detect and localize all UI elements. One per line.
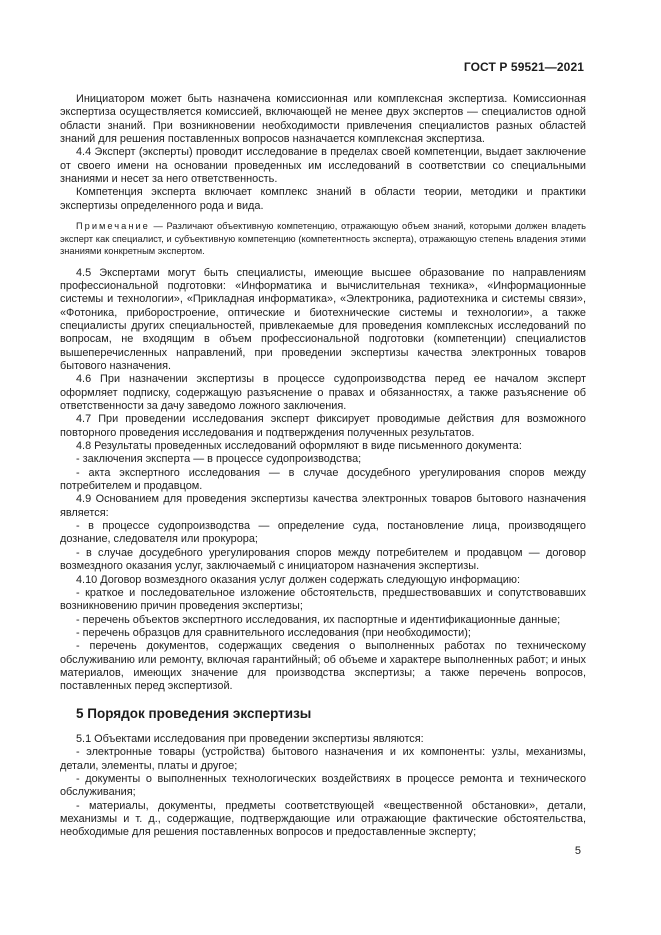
paragraph: Инициатором может быть назначена комиссионная или комплексная экспертиза. Комиссионная экспертиза осуществляется комиссией, включающей не менее двух экспертов — специалистов одной области знаний. При возникновении необходимости привлечения специалистов разных областей знаний для решения поставленных вопросов назначается комплексная экспертиза.: [60, 93, 586, 146]
paragraph: - перечень образцов для сравнительного исследования (при необходимости);: [76, 626, 471, 639]
paragraph-group-bottom: [60, 733, 586, 840]
paragraph: 5.1 Объектами исследования при проведении экспертизы являются:: [76, 733, 424, 745]
note-label: Примечание: [76, 221, 150, 232]
note-paragraph: [60, 220, 586, 258]
paragraph: - перечень документов, содержащих сведения о выполненных работах по техническому обслуживанию или ремонту, включая гарантийный; об объеме и характере выполненных работ; и иных материалов, имеющих значение для производства экспертизы; а также перечень вопросов, поставленных перед экспертизой.: [60, 640, 586, 693]
document-standard-id: ГОСТ Р 59521—2021: [463, 60, 584, 74]
paragraph: - в случае досудебного урегулирования споров между потребителем и продавцом — договор возмездного оказания услуг, заключаемый с инициатором назначения экспертизы.: [60, 546, 586, 573]
page-number: 5: [574, 845, 581, 857]
paragraph: 4.4 Эксперт (эксперты) проводит исследование в пределах своей компетенции, выдает заключение от своего имени на основании проведенных им исследований в соответствии со специальными знаниями и несет за него ответственность.: [60, 146, 586, 186]
paragraph: - краткое и последовательное изложение обстоятельств, предшествовавших и сопутствовавших возникновению причин проведения экспертизы;: [60, 586, 586, 613]
paragraph: 4.6 При назначении экспертизы в процессе судопроизводства перед ее началом эксперт оформляет подписку, содержащую разъяснение о правах и обязанностях, а также разъяснение об ответственности за дачу заведомо ложного заключения.: [60, 373, 586, 413]
paragraph: - электронные товары (устройства) бытового назначения и их компоненты: узлы, механизмы, детали, элементы, платы и другое;: [60, 746, 586, 772]
paragraph: - материалы, документы, предметы соответствующей «вещественной обстановки», детали, механизмы и т. д., содержащие, подтверждающие или отражающие фактические обстоятельства, необходимые для решения поставленных вопросов и предоставленные эксперту;: [60, 799, 586, 839]
section-heading: 5 Порядок проведения экспертизы: [76, 706, 312, 721]
body-text-bottom: [60, 733, 586, 840]
paragraph: Компетенция эксперта включает комплекс знаний в области теории, методики и практики экспертизы определенного рода и вида.: [60, 186, 586, 212]
paragraph: 4.5 Экспертами могут быть специалисты, имеющие высшее образование по направлениям профессиональной подготовки: «Информатика и вычислительная техника», «Информационные системы и технологии», «Прикладная информатика», «Электроника, радиотехника и системы связи», «Фотоника, приборостроение, оптические и биотехнические системы и технологии», а также специалисты других специальностей, привлекаемые для проведения комплексных исследований по вопросам, не входящим в объем профессиональной подготовки (компетенции) специалистов вышеперечисленных направлений, при проведении экспертизы качества электронных товаров бытового назначения.: [60, 266, 586, 372]
paragraph-group-top: [60, 93, 586, 213]
paragraph: - в процессе судопроизводства — определение суда, постановление лица, производящего дознание, следователя или прокурора;: [60, 520, 586, 546]
paragraph: - перечень объектов экспертного исследования, их паспортные и идентификационные данные;: [76, 613, 561, 626]
paragraph: - заключения эксперта — в процессе судопроизводства;: [76, 453, 362, 466]
paragraph: 4.8 Результаты проведенных исследований оформляют в виде письменного документа:: [76, 440, 522, 453]
paragraph: - акта экспертного исследования — в случае досудебного урегулирования споров между потребителем и продавцом.: [60, 466, 586, 493]
note-text: — Различают объективную компетенцию, отражающую объем знаний, которыми должен владеть эксперт как специалист, и субъективную компетенцию (компетентность эксперта), отражающую степень владения этими знаниями конкретным экспертом.: [60, 221, 586, 257]
paragraph-group-middle: [60, 267, 586, 694]
paragraph: - документы о выполненных технологических воздействиях в процессе ремонта и технического обслуживания;: [60, 773, 586, 799]
body-text-top: [60, 93, 586, 694]
paragraph: 4.9 Основанием для проведения экспертизы качества электронных товаров бытового назначения является:: [60, 493, 586, 519]
paragraph: 4.7 При проведении исследования эксперт фиксирует проводимые действия для возможного повторного проведения исследования и подтверждения полученных результатов.: [60, 413, 586, 439]
paragraph: 4.10 Договор возмездного оказания услуг должен содержать следующую информацию:: [76, 573, 520, 586]
